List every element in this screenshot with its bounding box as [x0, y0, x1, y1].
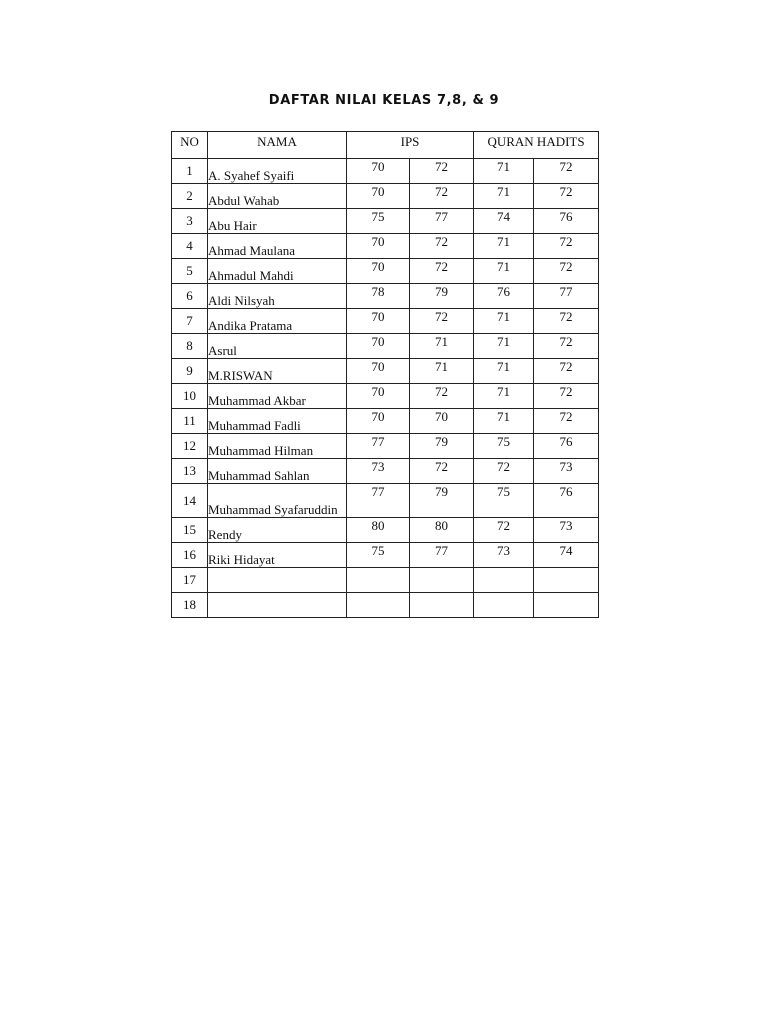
quran-hadits-score-1: 71 [474, 409, 534, 434]
table-row [172, 459, 599, 484]
ips-score-2: 77 [410, 543, 474, 568]
quran-hadits-score-1: 76 [474, 284, 534, 309]
ips-score-1 [347, 568, 410, 593]
student-name [208, 593, 347, 618]
row-number: 14 [172, 484, 208, 518]
student-name: Muhammad Hilman [208, 434, 347, 459]
table-row [172, 234, 599, 259]
ips-score-1: 70 [347, 259, 410, 284]
ips-score-2: 72 [410, 309, 474, 334]
ips-score-2: 70 [410, 409, 474, 434]
quran-hadits-score-1 [474, 568, 534, 593]
student-name: A. Syahef Syaifi [208, 159, 347, 184]
row-number: 3 [172, 209, 208, 234]
table-row [172, 568, 599, 593]
quran-hadits-score-1: 71 [474, 184, 534, 209]
table-row [172, 284, 599, 309]
row-number: 10 [172, 384, 208, 409]
ips-score-2: 80 [410, 518, 474, 543]
row-number: 1 [172, 159, 208, 184]
ips-score-1: 78 [347, 284, 410, 309]
quran-hadits-score-1: 72 [474, 459, 534, 484]
table-row [172, 309, 599, 334]
row-number: 17 [172, 568, 208, 593]
row-number: 11 [172, 409, 208, 434]
ips-score-2: 77 [410, 209, 474, 234]
quran-hadits-score-1: 71 [474, 159, 534, 184]
row-number: 18 [172, 593, 208, 618]
quran-hadits-score-2: 72 [534, 359, 599, 384]
ips-score-1: 75 [347, 209, 410, 234]
quran-hadits-score-1: 71 [474, 259, 534, 284]
ips-score-1: 70 [347, 184, 410, 209]
table-row [172, 259, 599, 284]
row-number: 5 [172, 259, 208, 284]
table-row [172, 434, 599, 459]
table-row [172, 384, 599, 409]
table-row [172, 593, 599, 618]
table-row [172, 543, 599, 568]
table-header-row [172, 132, 599, 159]
ips-score-2 [410, 568, 474, 593]
ips-score-1: 70 [347, 409, 410, 434]
ips-score-2: 72 [410, 184, 474, 209]
ips-score-1: 70 [347, 334, 410, 359]
student-name: Ahmad Maulana [208, 234, 347, 259]
row-number: 2 [172, 184, 208, 209]
table-row [172, 359, 599, 384]
student-name: Riki Hidayat [208, 543, 347, 568]
ips-score-2: 72 [410, 234, 474, 259]
student-name: Asrul [208, 334, 347, 359]
table-row [172, 409, 599, 434]
ips-score-2 [410, 593, 474, 618]
quran-hadits-score-2: 72 [534, 234, 599, 259]
ips-score-2: 72 [410, 384, 474, 409]
header-ips: IPS [347, 132, 474, 159]
ips-score-1: 75 [347, 543, 410, 568]
quran-hadits-score-1: 71 [474, 384, 534, 409]
table-row [172, 184, 599, 209]
row-number: 12 [172, 434, 208, 459]
quran-hadits-score-2: 72 [534, 384, 599, 409]
ips-score-2: 71 [410, 359, 474, 384]
quran-hadits-score-1: 71 [474, 359, 534, 384]
ips-score-2: 79 [410, 284, 474, 309]
quran-hadits-score-2: 74 [534, 543, 599, 568]
quran-hadits-score-2: 76 [534, 209, 599, 234]
row-number: 15 [172, 518, 208, 543]
table-row [172, 334, 599, 359]
quran-hadits-score-1: 72 [474, 518, 534, 543]
student-name: Abdul Wahab [208, 184, 347, 209]
quran-hadits-score-2: 72 [534, 334, 599, 359]
table-row [172, 209, 599, 234]
quran-hadits-score-1: 75 [474, 484, 534, 518]
ips-score-1: 77 [347, 484, 410, 518]
ips-score-1 [347, 593, 410, 618]
row-number: 16 [172, 543, 208, 568]
ips-score-2: 72 [410, 459, 474, 484]
row-number: 8 [172, 334, 208, 359]
student-name [208, 568, 347, 593]
ips-score-2: 71 [410, 334, 474, 359]
grades-table [171, 131, 599, 618]
row-number: 4 [172, 234, 208, 259]
table-row [172, 518, 599, 543]
quran-hadits-score-2: 72 [534, 184, 599, 209]
quran-hadits-score-2: 73 [534, 518, 599, 543]
ips-score-1: 70 [347, 309, 410, 334]
student-name: Muhammad Sahlan [208, 459, 347, 484]
ips-score-1: 77 [347, 434, 410, 459]
ips-score-1: 80 [347, 518, 410, 543]
quran-hadits-score-2: 73 [534, 459, 599, 484]
student-name: Rendy [208, 518, 347, 543]
table-row [172, 159, 599, 184]
page-title: DAFTAR NILAI KELAS 7,8, & 9 [268, 93, 500, 108]
quran-hadits-score-2 [534, 568, 599, 593]
ips-score-2: 79 [410, 484, 474, 518]
quran-hadits-score-1: 71 [474, 234, 534, 259]
student-name: Abu Hair [208, 209, 347, 234]
ips-score-1: 73 [347, 459, 410, 484]
ips-score-1: 70 [347, 384, 410, 409]
row-number: 9 [172, 359, 208, 384]
student-name: Muhammad Syafaruddin [208, 484, 347, 518]
ips-score-2: 79 [410, 434, 474, 459]
quran-hadits-score-2: 72 [534, 259, 599, 284]
quran-hadits-score-2: 72 [534, 409, 599, 434]
quran-hadits-score-2: 72 [534, 309, 599, 334]
quran-hadits-score-1: 75 [474, 434, 534, 459]
quran-hadits-score-2: 77 [534, 284, 599, 309]
ips-score-1: 70 [347, 234, 410, 259]
header-no: NO [172, 132, 208, 159]
ips-score-1: 70 [347, 359, 410, 384]
row-number: 13 [172, 459, 208, 484]
quran-hadits-score-2: 76 [534, 484, 599, 518]
student-name: Aldi Nilsyah [208, 284, 347, 309]
ips-score-2: 72 [410, 159, 474, 184]
student-name: Muhammad Akbar [208, 384, 347, 409]
quran-hadits-score-2: 76 [534, 434, 599, 459]
quran-hadits-score-1: 71 [474, 309, 534, 334]
row-number: 6 [172, 284, 208, 309]
row-number: 7 [172, 309, 208, 334]
quran-hadits-score-1: 74 [474, 209, 534, 234]
student-name: M.RISWAN [208, 359, 347, 384]
quran-hadits-score-1: 73 [474, 543, 534, 568]
ips-score-1: 70 [347, 159, 410, 184]
student-name: Muhammad Fadli [208, 409, 347, 434]
quran-hadits-score-1 [474, 593, 534, 618]
table-body [172, 159, 599, 618]
quran-hadits-score-1: 71 [474, 334, 534, 359]
header-nama: NAMA [208, 132, 347, 159]
table-row [172, 484, 599, 518]
quran-hadits-score-2: 72 [534, 159, 599, 184]
ips-score-2: 72 [410, 259, 474, 284]
student-name: Ahmadul Mahdi [208, 259, 347, 284]
student-name: Andika Pratama [208, 309, 347, 334]
header-quran-hadits: QURAN HADITS [474, 132, 599, 159]
quran-hadits-score-2 [534, 593, 599, 618]
